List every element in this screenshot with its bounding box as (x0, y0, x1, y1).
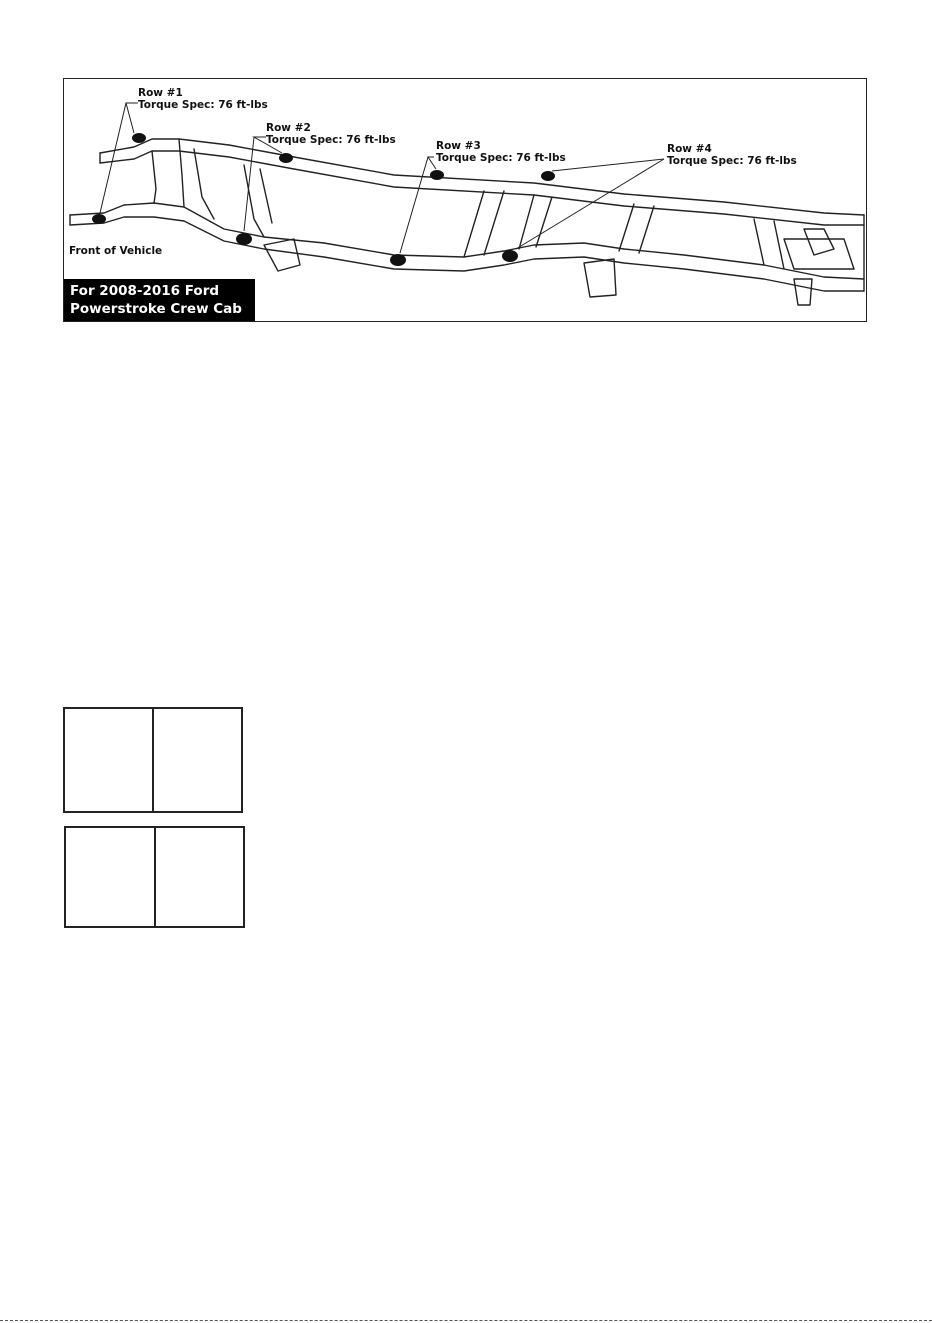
model-banner-line-1: For 2008-2016 Ford (70, 283, 220, 299)
empty-box-1b (152, 709, 241, 811)
crossmember-4 (619, 204, 634, 251)
callout-row-1-spec: Torque Spec: 76 ft-lbs (138, 99, 268, 111)
bracket-1 (264, 239, 300, 271)
callout-row-1-title: Row #1 (138, 87, 183, 99)
callout-row-4-title: Row #4 (667, 143, 712, 155)
mount-row1-upper (132, 133, 146, 143)
mount-row3-upper (430, 170, 444, 180)
bracket-2 (584, 259, 616, 297)
callout-row-3-title: Row #3 (436, 140, 481, 152)
mount-row4-lower (502, 250, 518, 262)
mount-row3-lower (390, 254, 406, 266)
model-banner (64, 279, 255, 321)
empty-box-2b (154, 828, 244, 926)
crossmember-5 (754, 219, 764, 265)
callout-row-3-spec: Torque Spec: 76 ft-lbs (436, 152, 566, 164)
callout-row-1 (138, 87, 268, 111)
empty-box-2a (66, 828, 154, 926)
callout-row-2-title: Row #2 (266, 122, 311, 134)
callout-row-4 (667, 143, 797, 167)
lower-rail-top (70, 203, 864, 279)
empty-box-pair-1 (63, 707, 243, 813)
page-cut-line (0, 1320, 932, 1321)
crossmember-2 (464, 191, 484, 257)
empty-box-1a (65, 709, 152, 811)
callout-row-3 (436, 140, 566, 164)
model-banner-line-2: Powerstroke Crew Cab (70, 301, 242, 317)
callout-row-2 (266, 122, 396, 146)
front-of-vehicle-label: Front of Vehicle (69, 245, 163, 257)
mount-row2-lower (236, 233, 252, 245)
callout-row-2-spec: Torque Spec: 76 ft-lbs (266, 134, 396, 146)
crossmember-3 (519, 195, 534, 249)
frame-diagram (63, 78, 867, 322)
callout-row-4-spec: Torque Spec: 76 ft-lbs (667, 155, 797, 167)
front-crossmember (179, 139, 184, 207)
mount-row4-upper (541, 171, 555, 181)
mount-row2-upper (279, 153, 293, 163)
empty-box-pair-2 (64, 826, 245, 928)
bracket-3 (794, 279, 812, 305)
mount-row1-lower (92, 214, 106, 224)
